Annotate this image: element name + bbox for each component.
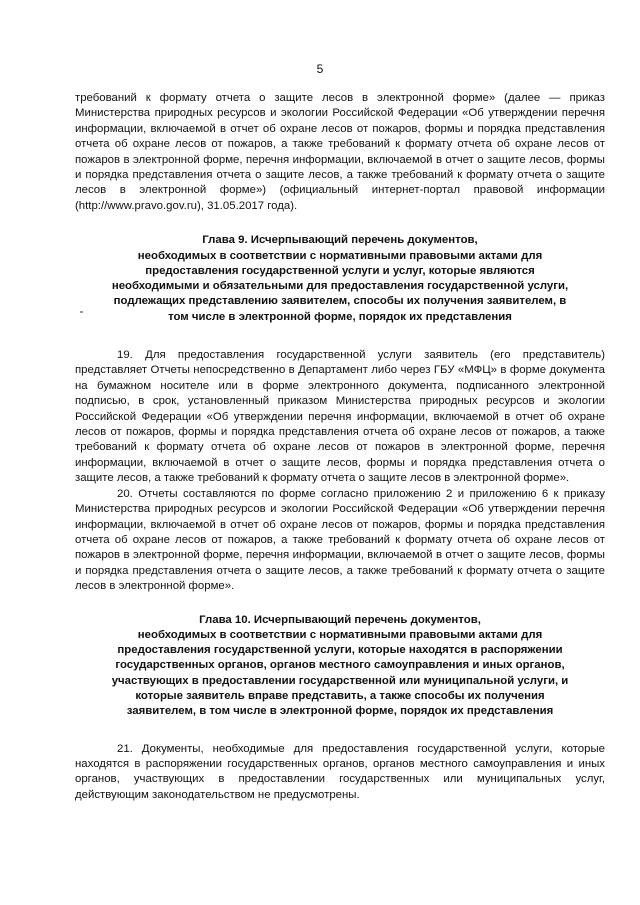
chapter-9-heading-line: необходимых в соответствии с нормативными правовыми актами для — [137, 249, 543, 262]
chapter-10-heading-line: предоставления государственной услуги, которые находятся в распоряжении — [117, 644, 563, 657]
page-number: 5 — [316, 62, 324, 76]
paragraph-21: 21. Документы, необходимые для предоставления государственной услуги, которые находятся в распоряжении государственных органов, органов местного самоуправления и иных органов, участвующих в предоставлении государственных или муниципальных услуг, действующим законодательством не предусмотрены. — [75, 742, 605, 801]
chapter-10-heading-line: Глава 10. Исчерпывающий перечень документов, — [199, 613, 481, 626]
chapter-10-heading-line: заявителем, в том числе в электронной форме, порядок их представления — [126, 705, 554, 718]
chapter-9-heading-line: предоставления государственной услуги и услуг, которые являются — [145, 264, 535, 277]
chapter-9-heading-line: Глава 9. Исчерпывающий перечень документов, — [202, 234, 478, 247]
chapter-10-heading-line: которые заявитель вправе представить, а также способы их получения — [135, 690, 545, 703]
intro-paragraph: требований к формату отчета о защите лесов в электронной форме» (далее — приказ Министерства природных ресурсов и экологии Российской Федерации «Об утверждении перечня информации, включаемой в отчет об охране лесов от пожаров, формы и порядка представления отчета об охране лесов от пожаров, а также требований к формату отчета об охране лесов от пожаров в электронной форме, перечня информации, включаемой в отчет о защите лесов, формы и порядка представления отчета о защите лесов, а также требований к формату отчета о защите лесов в электронной форме») (официальный интернет-портал правовой информации (http://www.pravo.gov.ru), 31.05.2017 года). — [75, 92, 605, 212]
chapter-10-heading — [75, 613, 605, 720]
paragraph-19: 19. Для предоставления государственной услуги заявитель (его представитель) представляет Отчеты непосредственно в Департамент либо через ГБУ «МФЦ» в форме документа на бумажном носителе или в форме электронного документа, подписанного электронной подписью, в срок, установленный приказом Министерства природных ресурсов и экологии Российской Федерации «Об утверждении перечня информации, включаемой в отчет об охране лесов от пожаров, формы и порядка представления отчета об охране лесов от пожаров, а также требований к формату отчета об охране лесов от пожаров в электронной форме, перечня информации, включаемой в отчет о защите лесов, формы и порядка представления отчета о защите лесов, а также требований к формату отчета о защите лесов в электронной форме». — [75, 349, 605, 485]
chapter-10-heading-line: участвующих в предоставлении государственной или муниципальной услуги, и — [111, 674, 569, 687]
document-body — [75, 91, 605, 803]
chapter-10-heading-line: государственных органов, органов местного самоуправления и иных органов, — [115, 659, 565, 672]
paragraph-20: 20. Отчеты составляются по форме согласно приложению 2 и приложению 6 к приказу Министерства природных ресурсов и экологии Российской Федерации «Об утверждении перечня информации, включаемой в отчет об охране лесов от пожаров, формы и порядка представления отчета об охране лесов от пожаров, а также требований к формату отчета об охране лесов от пожаров в электронной форме, перечня информации, включаемой в отчет о защите лесов, формы и порядка представления отчета о защите лесов, а также требований к формату отчета о защите лесов в электронной форме». — [75, 487, 605, 593]
chapter-9-heading-line: необходимыми и обязательными для предоставления государственной услуги, — [111, 280, 569, 293]
chapter-9-heading-line: подлежащих представлению заявителем, способы их получения заявителем, в — [113, 295, 567, 308]
chapter-10-heading-line: необходимых в соответствии с нормативными правовыми актами для — [137, 628, 543, 641]
chapter-9-heading — [75, 233, 605, 325]
chapter-9-heading-line: том числе в электронной форме, порядок их представления — [168, 310, 512, 323]
